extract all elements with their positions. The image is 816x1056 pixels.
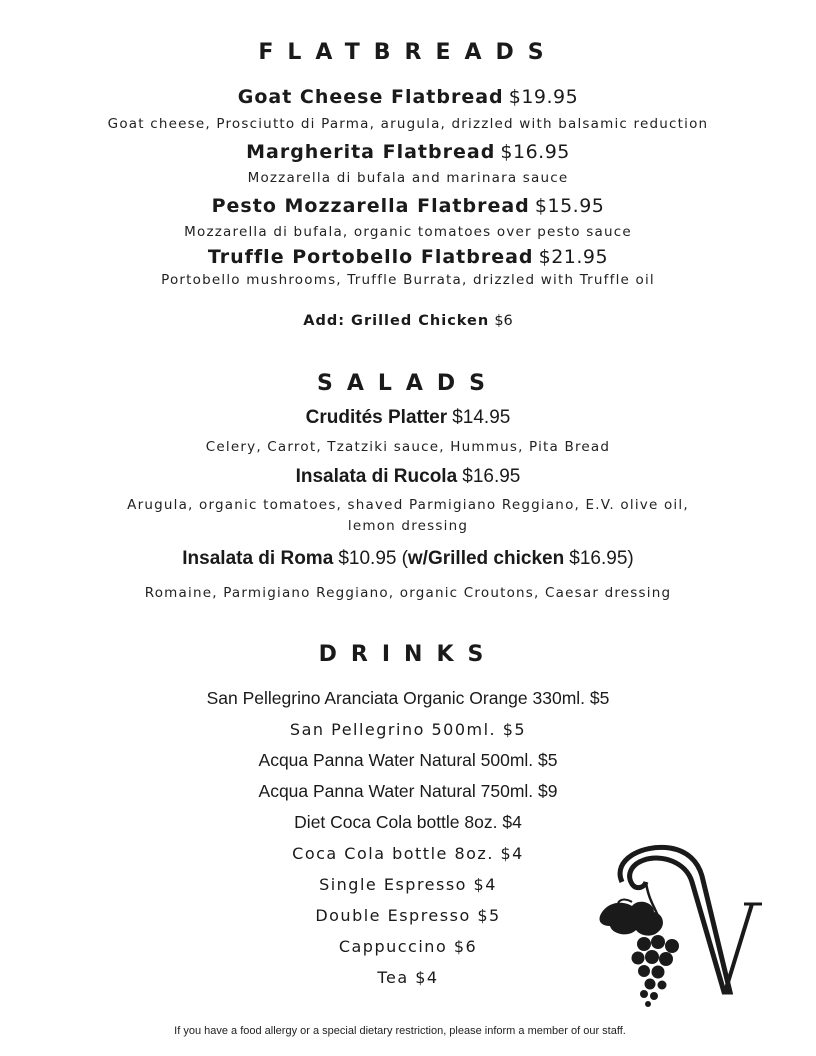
drink-item: San Pellegrino 500ml. $5	[289, 720, 527, 739]
item-description: Celery, Carrot, Tzatziki sauce, Hummus, Pita Bread	[205, 439, 611, 455]
menu-item	[0, 86, 816, 108]
item-paren: (	[401, 548, 408, 569]
drink-item: Diet Coca Cola bottle 8oz. $4	[294, 812, 522, 832]
drink-item: Acqua Panna Water Natural 500ml. $5	[258, 750, 558, 770]
allergy-footer: If you have a food allergy or a special dietary restriction, please inform a member of our staff.	[174, 1025, 626, 1037]
addon-price: $6	[494, 313, 513, 329]
item-name: Margherita Flatbread	[246, 141, 496, 163]
item-price: $19.95	[508, 86, 579, 108]
drink-item: Single Espresso $4	[319, 875, 497, 894]
item-extra-name: w/Grilled chicken	[407, 548, 565, 569]
drinks-heading: DRINKS	[318, 642, 498, 667]
grape-v-logo-icon	[592, 842, 764, 1008]
item-description: Romaine, Parmigiano Reggiano, organic Croutons, Caesar dressing	[144, 585, 672, 601]
item-description: Arugula, organic tomatoes, shaved Parmigiano Reggiano, E.V. olive oil,	[127, 497, 689, 513]
addon-name: Add: Grilled Chicken	[303, 313, 490, 329]
drink-item: San Pellegrino Aranciata Organic Orange 330ml. $5	[206, 688, 610, 708]
item-name: Insalata di Rucola	[295, 466, 458, 487]
item-price: $21.95	[538, 246, 609, 268]
menu-item	[0, 195, 816, 217]
menu-item	[0, 141, 816, 163]
item-name: Goat Cheese Flatbread	[237, 86, 504, 108]
drink-item: Double Espresso $5	[315, 906, 501, 925]
item-name: Truffle Portobello Flatbread	[207, 246, 534, 268]
drink-item: Coca Cola bottle 8oz. $4	[292, 844, 524, 863]
menu-item	[0, 548, 816, 570]
item-price: $16.95	[500, 141, 570, 163]
item-description: lemon dressing	[347, 518, 469, 534]
item-description: Portobello mushrooms, Truffle Burrata, drizzled with Truffle oil	[161, 272, 655, 288]
drink-item: Tea $4	[377, 968, 439, 987]
menu-item	[0, 407, 816, 429]
item-price: $10.95	[338, 548, 397, 569]
item-price: $14.95	[452, 407, 511, 428]
item-name: Crudités Platter	[305, 407, 448, 428]
item-description: Mozzarella di bufala, organic tomatoes over pesto sauce	[184, 224, 632, 240]
item-price: $16.95	[462, 466, 521, 487]
menu-item	[0, 246, 816, 268]
item-price: $15.95	[534, 195, 605, 217]
flatbreads-heading: FLATBREADS	[258, 40, 558, 65]
drink-item: Acqua Panna Water Natural 750ml. $9	[258, 781, 558, 801]
menu-item	[0, 466, 816, 488]
item-description: Mozzarella di bufala and marinara sauce	[247, 170, 569, 186]
item-name: Insalata di Roma	[182, 548, 334, 569]
salads-heading: SALADS	[316, 371, 500, 396]
item-extra-price: $16.95)	[569, 548, 634, 569]
item-name: Pesto Mozzarella Flatbread	[211, 195, 530, 217]
addon-line	[0, 310, 816, 329]
drink-item: Cappuccino $6	[338, 937, 478, 956]
item-description: Goat cheese, Prosciutto di Parma, arugula, drizzled with balsamic reduction	[107, 116, 709, 132]
